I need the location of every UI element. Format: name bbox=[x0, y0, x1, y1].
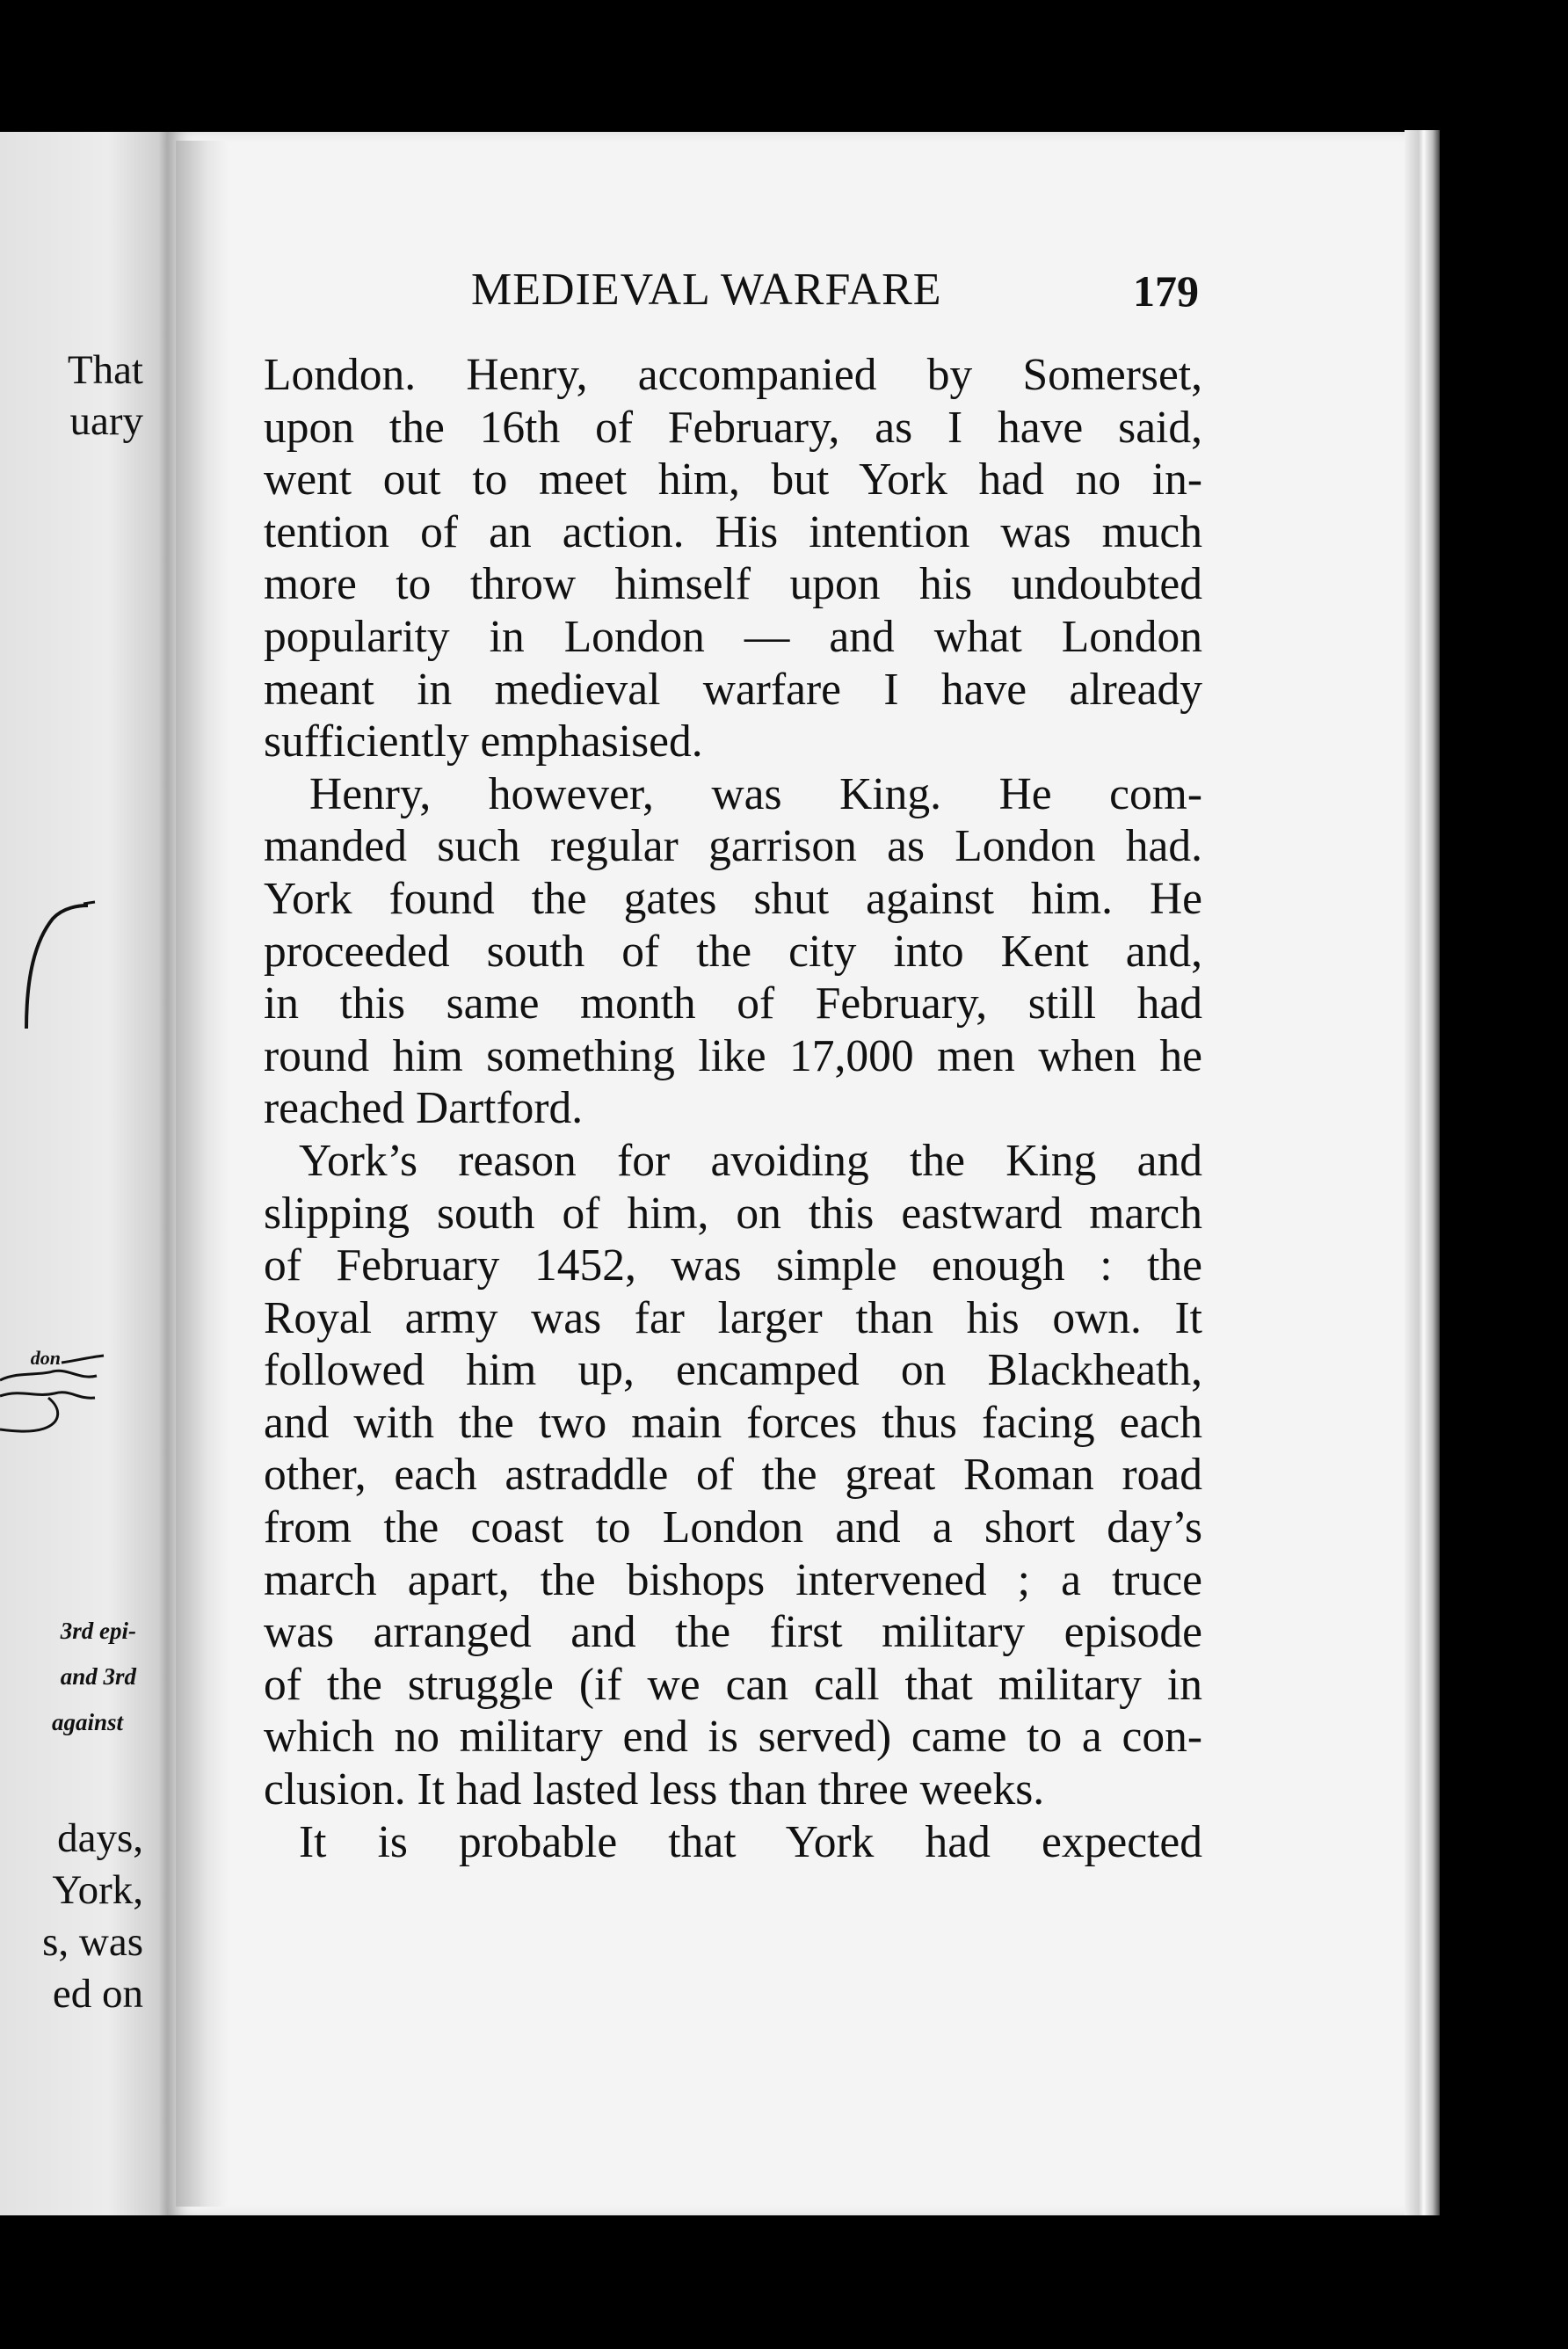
prev-text-fragment: That bbox=[67, 347, 143, 393]
text-line: slipping south of him, on this eastward march bbox=[264, 1188, 1202, 1239]
map-label: don bbox=[30, 1347, 61, 1369]
text-line: round him something like 17,000 men when he bbox=[264, 1030, 1202, 1081]
page-gutter-shadow bbox=[176, 141, 229, 2207]
text-line: reached Dartford. bbox=[264, 1083, 584, 1134]
prev-caption-fragment: 3rd epi- bbox=[60, 1618, 136, 1644]
text-line: sufficiently emphasised. bbox=[264, 716, 703, 767]
map-fragment-top bbox=[0, 879, 105, 1037]
text-line: which no military end is served) came to a con- bbox=[264, 1712, 1202, 1763]
prev-text-fragment: ed on bbox=[52, 1971, 143, 2017]
paragraph-start-line: York’s reason for avoiding the King and bbox=[299, 1135, 1202, 1186]
text-line: London. Henry, accompanied by Somerset, bbox=[264, 350, 1202, 400]
text-line: Royal army was far larger than his own. It bbox=[264, 1292, 1202, 1343]
text-line: proceeded south of the city into Kent and, bbox=[264, 926, 1202, 977]
text-line: was arranged and the first military episode bbox=[264, 1607, 1202, 1658]
text-line: York found the gates shut against him. He bbox=[264, 873, 1202, 924]
text-line: upon the 16th of February, as I have said, bbox=[264, 402, 1202, 453]
page-edge bbox=[1405, 130, 1440, 2215]
text-line: popularity in London — and what London bbox=[264, 611, 1202, 662]
running-header-title: MEDIEVAL WARFARE bbox=[471, 265, 942, 315]
paragraph-start-line: Henry, however, was King. He com- bbox=[309, 768, 1202, 819]
body-text bbox=[264, 349, 1202, 1868]
text-line: other, each astraddle of the great Roman road bbox=[264, 1450, 1202, 1501]
text-line: tention of an action. His intention was much bbox=[264, 506, 1202, 557]
map-fragment-bottom bbox=[0, 1345, 114, 1442]
text-line: march apart, the bishops intervened ; a truce bbox=[264, 1554, 1202, 1605]
text-line: of the struggle (if we can call that military in bbox=[264, 1659, 1202, 1710]
page-number: 179 bbox=[1133, 266, 1199, 316]
text-line: meant in medieval warfare I have already bbox=[264, 664, 1202, 715]
text-line: followed him up, encamped on Blackheath, bbox=[264, 1345, 1202, 1396]
prev-text-fragment: York, bbox=[52, 1867, 143, 1913]
prev-text-fragment: days, bbox=[57, 1815, 143, 1861]
prev-caption-fragment: against bbox=[51, 1709, 123, 1735]
text-line: manded such regular garrison as London had. bbox=[264, 821, 1202, 872]
text-line: in this same month of February, still had bbox=[264, 978, 1202, 1029]
prev-text-fragment: uary bbox=[69, 398, 143, 444]
paragraph-start-line: It is probable that York had expected bbox=[299, 1816, 1202, 1867]
text-line: and with the two main forces thus facing each bbox=[264, 1397, 1202, 1448]
text-line: clusion. It had lasted less than three weeks. bbox=[264, 1764, 1045, 1815]
previous-page-fragment bbox=[0, 132, 180, 2215]
text-line: from the coast to London and a short day’s bbox=[264, 1502, 1202, 1553]
prev-text-fragment: s, was bbox=[42, 1919, 143, 1965]
text-line: went out to meet him, but York had no in- bbox=[264, 455, 1202, 505]
prev-caption-fragment: and 3rd bbox=[60, 1663, 136, 1690]
text-line: of February 1452, was simple enough : the bbox=[264, 1240, 1202, 1291]
text-line: more to throw himself upon his undoubted bbox=[264, 559, 1202, 610]
